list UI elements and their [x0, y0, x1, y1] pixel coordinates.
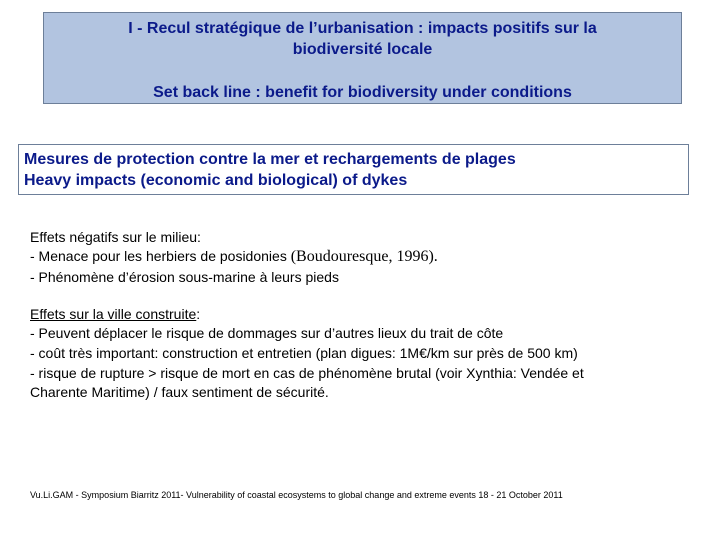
section1-heading-text: Effets négatifs sur le milieu:: [30, 229, 201, 245]
subtitle-line-2: Heavy impacts (economic and biological) of dykes: [24, 172, 408, 189]
section2-line-3: - risque de rupture > risque de mort en cas de phénomène brutal (voir Xynthia: Vendée et: [30, 365, 584, 381]
section2-heading: [30, 305, 200, 324]
section2-line-2: - coût très important: construction et entretien (plan digues: 1M€/km sur près de 500 km): [30, 345, 578, 361]
subtitle-line-1: Mesures de protection contre la mer et rechargements de plages: [24, 151, 516, 168]
section1-bullet-1: [30, 247, 438, 266]
title-box: [43, 12, 682, 104]
section2-heading-text: Effets sur la ville construite: [30, 306, 197, 322]
section1-bullet-1-text: - Menace pour les herbiers de posidonies: [30, 248, 291, 264]
citation: (Boudouresque, 1996).: [290, 248, 438, 265]
section2-line-1: - Peuvent déplacer le risque de dommages sur d’autres lieux du trait de côte: [30, 325, 504, 341]
section1-heading: [30, 228, 201, 247]
section2-heading-suffix: :: [196, 306, 201, 322]
footer: Vu.Li.GAM - Symposium Biarritz 2011- Vulnerability of coastal ecosystems to global change and extreme events 18 - 21 October 2011: [30, 490, 563, 500]
title-line-1: I - Recul stratégique de l’urbanisation : impacts positifs sur la: [128, 20, 597, 37]
section2-line-4: Charente Maritime) / faux sentiment de sécurité.: [30, 384, 329, 400]
title-line-3: Set back line : benefit for biodiversity under conditions: [153, 84, 572, 101]
subtitle-box: [18, 144, 689, 195]
section1-bullet-2: - Phénomène d’érosion sous-marine à leurs pieds: [30, 269, 339, 285]
title-line-2: biodiversité locale: [292, 41, 433, 58]
